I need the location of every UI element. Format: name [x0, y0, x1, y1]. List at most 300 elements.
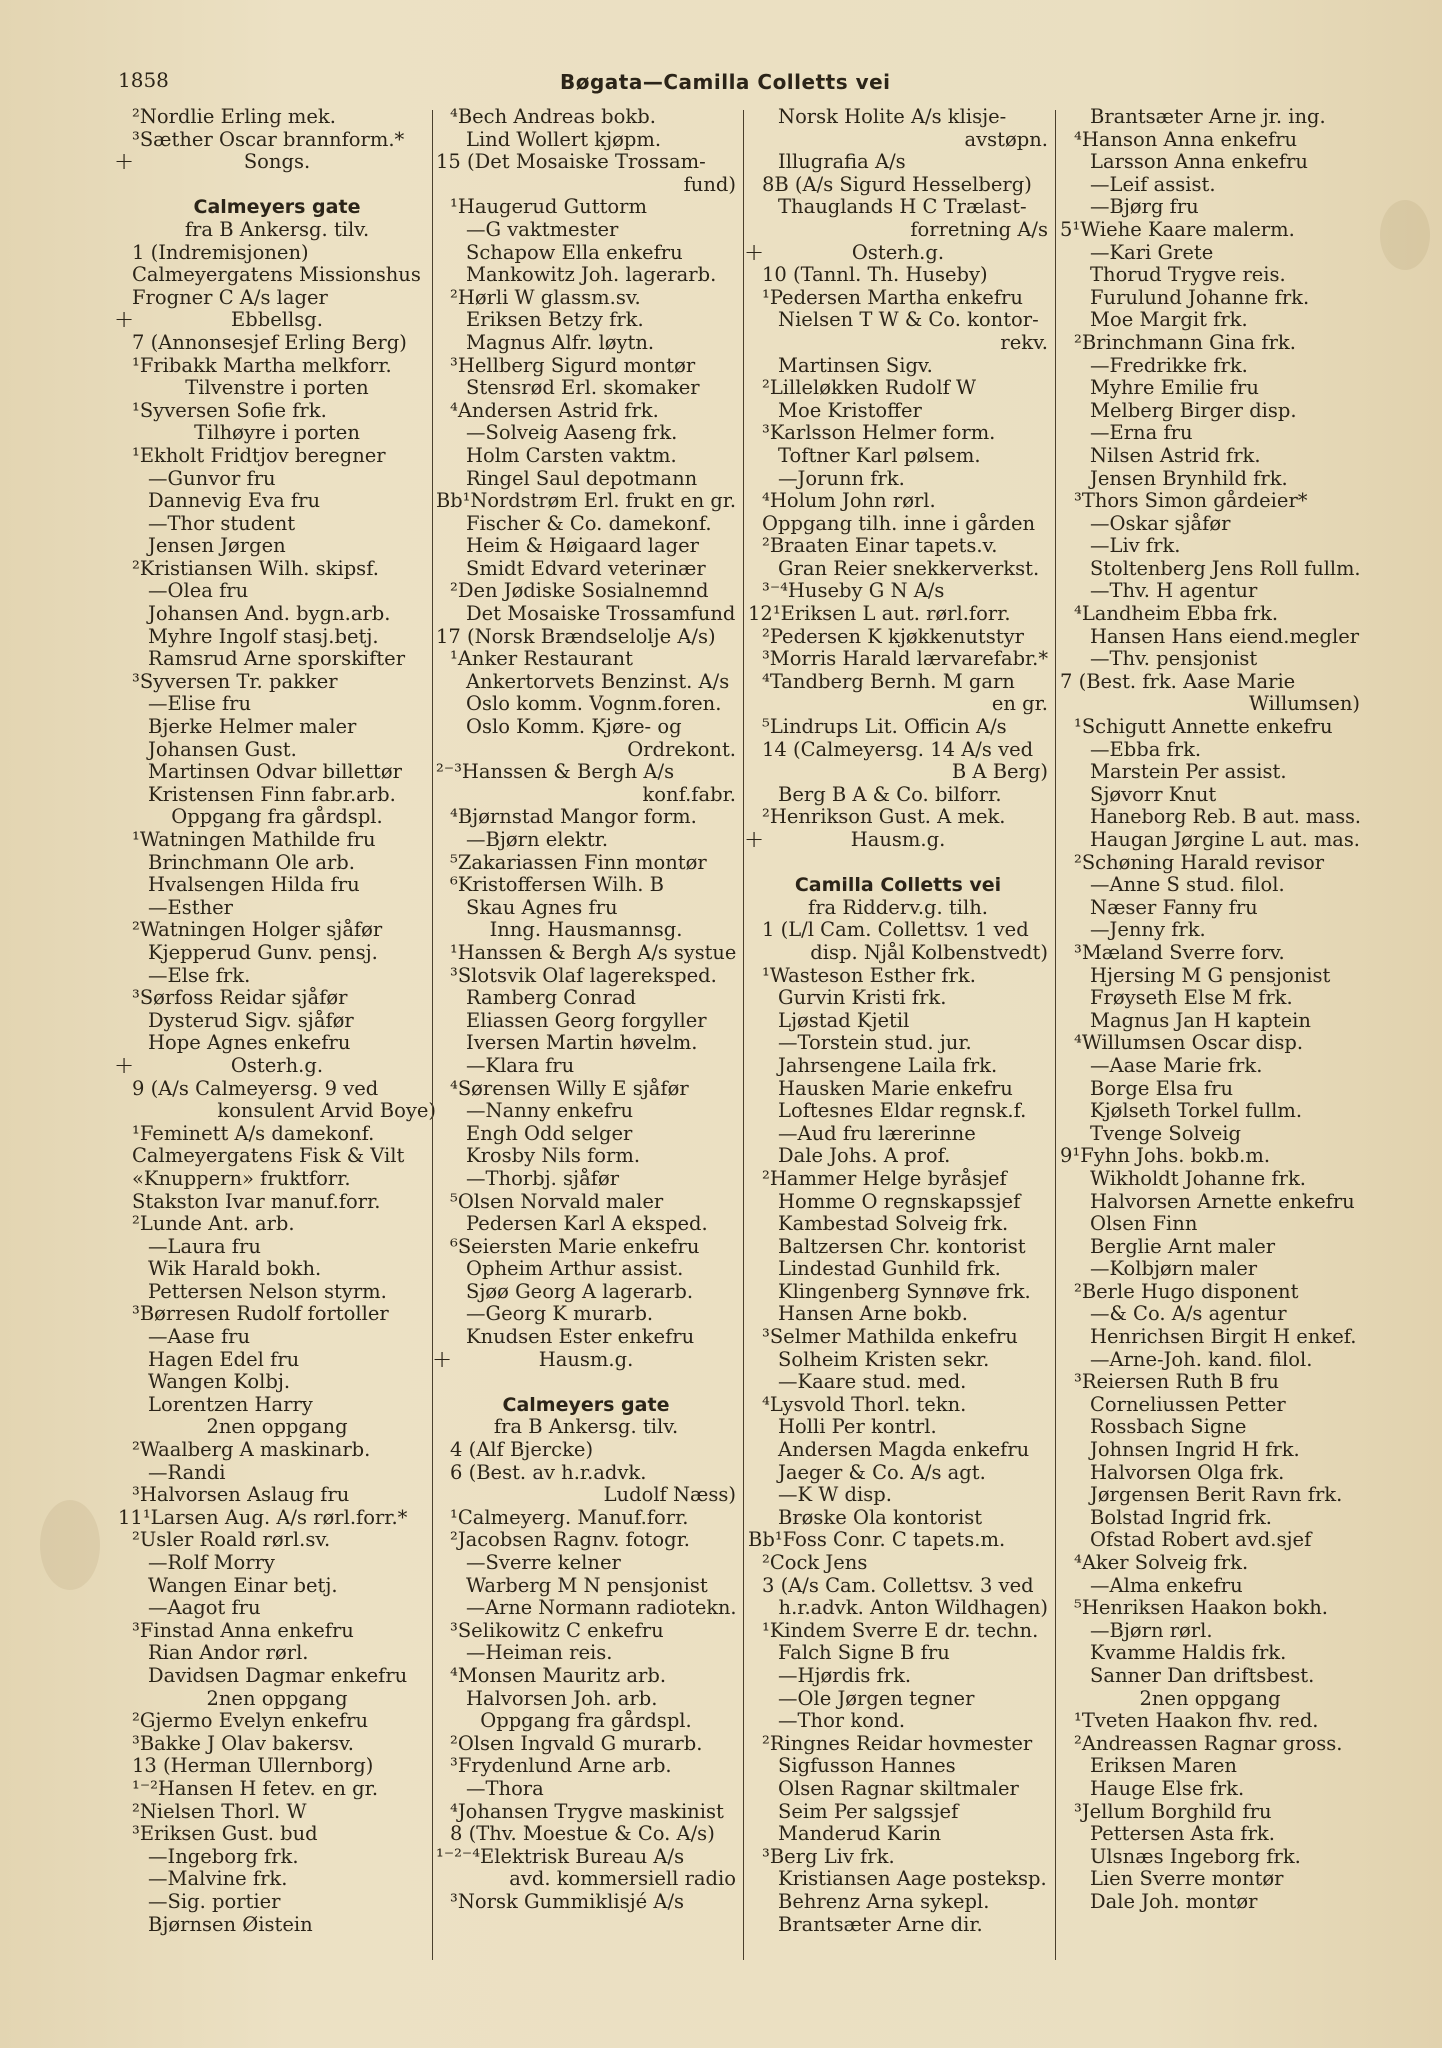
- entry-text: Myhre Emilie fru: [1090, 376, 1259, 400]
- directory-entry: [1060, 1191, 1360, 1214]
- directory-entry: [748, 626, 1048, 649]
- directory-entry: [748, 1597, 1048, 1620]
- directory-entry: [748, 1303, 1048, 1326]
- directory-entry: [436, 693, 736, 716]
- entry-text: ²Berle Hugo disponent: [1074, 1279, 1299, 1303]
- directory-entry: [1060, 693, 1360, 716]
- entry-text: ²Brinchmann Gina frk.: [1074, 330, 1296, 354]
- street-heading: [748, 874, 1048, 897]
- entry-text: Tilvenstre i porten: [185, 376, 369, 400]
- directory-entry: [1060, 219, 1360, 242]
- directory-entry: [118, 468, 436, 491]
- directory-entry: [1060, 829, 1360, 852]
- directory-entry: [436, 1258, 736, 1281]
- directory-entry: [748, 490, 1048, 513]
- directory-entry: [1060, 558, 1360, 581]
- cross-street-marker-icon: +: [432, 1344, 453, 1373]
- directory-entry: [118, 829, 436, 852]
- directory-entry: [118, 1191, 436, 1214]
- cross-street-marker-icon: +: [744, 237, 765, 266]
- entry-text: Gran Reier snekkerverkst.: [778, 556, 1040, 580]
- entry-text: Ludolf Næss): [603, 1483, 736, 1507]
- directory-entry: [748, 1145, 1048, 1168]
- directory-entry: [436, 355, 736, 378]
- entry-text: Fischer & Co. damekonf.: [466, 511, 712, 535]
- entry-text: —Georg K murarb.: [466, 1302, 654, 1326]
- directory-entry: [748, 1100, 1048, 1123]
- entry-text: Hjersing M G pensjonist: [1090, 963, 1331, 987]
- directory-entry: [436, 106, 736, 129]
- directory-entry: [748, 1281, 1048, 1304]
- directory-entry: [118, 355, 436, 378]
- column-divider: [743, 110, 744, 1960]
- entry-text: ³Jellum Borghild fru: [1074, 1799, 1272, 1823]
- directory-entry: [1060, 242, 1360, 265]
- directory-entry: [118, 1642, 436, 1665]
- entry-text: ²Waalberg A maskinarb.: [132, 1438, 371, 1462]
- directory-entry: [118, 1710, 436, 1733]
- directory-entry: [436, 558, 736, 581]
- directory-entry: [1060, 1575, 1360, 1598]
- directory-entry: [436, 219, 736, 242]
- directory-entry: [748, 1123, 1048, 1146]
- directory-entry: [436, 942, 736, 965]
- directory-entry: [118, 1529, 436, 1552]
- directory-entry: [118, 490, 436, 513]
- directory-entry: [118, 1326, 436, 1349]
- directory-entry: [436, 1575, 736, 1598]
- directory-entry: [1060, 1371, 1360, 1394]
- entry-text: ³Børresen Rudolf fortoller: [132, 1302, 389, 1326]
- entry-text: Kristiansen Aage posteksp.: [778, 1867, 1047, 1891]
- entry-text: —Ingeborg frk.: [148, 1844, 299, 1868]
- entry-text: Norsk Holite A/s klisje-: [778, 105, 1007, 128]
- directory-entry: [436, 739, 736, 762]
- directory-entry: [436, 1778, 736, 1801]
- entry-text: 14 (Calmeyersg. 14 A/s ved: [762, 737, 1034, 761]
- entry-text: —Aud fru lærerinne: [778, 1121, 976, 1145]
- directory-entry: [1060, 355, 1360, 378]
- entry-text: ¹Fribakk Martha melkforr.: [132, 353, 392, 377]
- directory-entry: [1060, 1168, 1360, 1191]
- directory-entry: [1060, 1010, 1360, 1033]
- entry-text: —Anne S stud. filol.: [1090, 873, 1285, 897]
- entry-text: Skau Agnes fru: [466, 895, 618, 919]
- directory-entry: [118, 1258, 436, 1281]
- entry-text: Homme O regnskapssjef: [778, 1189, 1021, 1213]
- entry-text: Marstein Per assist.: [1090, 760, 1287, 784]
- directory-entry: [748, 1891, 1048, 1914]
- entry-text: —Solveig Aaseng frk.: [466, 421, 678, 445]
- directory-entry: [436, 242, 736, 265]
- directory-entry: [748, 1688, 1048, 1711]
- entry-text: —Bjørn rørl.: [1090, 1618, 1213, 1642]
- entry-text: ²Schøning Harald revisor: [1074, 850, 1325, 874]
- directory-entry: [436, 1055, 736, 1078]
- entry-text: 15 (Det Mosaiske Trossam-: [436, 150, 706, 174]
- entry-text: —Laura fru: [148, 1234, 261, 1258]
- directory-entry: [436, 1326, 736, 1349]
- directory-entry: [748, 1462, 1048, 1485]
- entry-text: ⁶Kristoffersen Wilh. B: [450, 873, 665, 897]
- entry-text: —Fredrikke frk.: [1090, 353, 1248, 377]
- entry-text: —Thv. pensjonist: [1090, 647, 1258, 671]
- directory-entry: [436, 1529, 736, 1552]
- directory-entry: [436, 1755, 736, 1778]
- entry-text: Nilsen Astrid frk.: [1090, 443, 1261, 467]
- directory-entry: [118, 558, 436, 581]
- directory-entry: [748, 219, 1048, 242]
- entry-text: Kambestad Solveig frk.: [778, 1212, 1009, 1236]
- directory-entry: [118, 580, 436, 603]
- entry-text: Dysterud Sigv. sjåfør: [148, 1008, 354, 1032]
- entry-text: —Esther: [148, 895, 233, 919]
- directory-entry: [436, 422, 736, 445]
- directory-entry: [118, 1846, 436, 1869]
- entry-text: ³Slotsvik Olaf lagereksped.: [450, 963, 717, 987]
- directory-entry: [436, 1213, 736, 1236]
- directory-entry: [118, 1032, 436, 1055]
- directory-entry: [436, 1078, 736, 1101]
- entry-text: Knudsen Ester enkefru: [466, 1325, 695, 1349]
- entry-text: ¹Hanssen & Bergh A/s systue: [450, 940, 737, 964]
- entry-text: ²Jacobsen Ragnv. fotogr.: [450, 1528, 690, 1552]
- directory-entry: [118, 761, 436, 784]
- entry-text: Eriksen Maren: [1090, 1754, 1237, 1778]
- entry-text: Osterh.g.: [230, 1053, 324, 1077]
- entry-text: Eliassen Georg forgyller: [466, 1008, 707, 1032]
- entry-text: ³Sørfoss Reidar sjåfør: [132, 986, 348, 1010]
- entry-text: Olsen Ragnar skiltmaler: [778, 1776, 1019, 1800]
- entry-text: Solheim Kristen sekr.: [778, 1347, 990, 1371]
- entry-text: Brinchmann Ole arb.: [148, 850, 355, 874]
- column-divider: [432, 110, 433, 1960]
- directory-entry: [748, 151, 1048, 174]
- entry-text: 17 (Norsk Brændselolje A/s): [436, 624, 716, 648]
- directory-entry: [118, 1416, 436, 1439]
- entry-text: ⁴Sørensen Willy E sjåfør: [450, 1076, 689, 1100]
- entry-text: ³Selmer Mathilda enkefru: [762, 1325, 1018, 1349]
- entry-text: Johansen And. bygn.arb.: [148, 602, 391, 626]
- entry-text: —Sverre kelner: [466, 1551, 621, 1574]
- entry-text: fra B Ankersg. tilv.: [493, 1415, 679, 1439]
- directory-entry: [436, 1823, 736, 1846]
- entry-text: Haugan Jørgine L aut. mas.: [1090, 828, 1360, 851]
- entry-text: Bjerke Helmer maler: [148, 715, 357, 739]
- directory-entry: [748, 513, 1048, 536]
- entry-text: Brøske Ola kontorist: [778, 1505, 983, 1529]
- directory-entry: [748, 1733, 1048, 1756]
- entry-text: Dale Johs. A prof.: [778, 1144, 951, 1168]
- entry-text: Oslo komm. Vognm.foren.: [466, 692, 722, 716]
- directory-entry: [432, 1344, 736, 1373]
- entry-text: —Nanny enkefru: [466, 1099, 634, 1123]
- entry-text: Warberg M N pensjonist: [466, 1573, 708, 1597]
- directory-entry: [118, 1868, 436, 1891]
- entry-text: —Thor kond.: [778, 1709, 906, 1733]
- entry-text: Bjørnsen Øistein: [148, 1912, 313, 1936]
- entry-text: —G vaktmester: [466, 217, 619, 241]
- entry-text: ⁴Bjørnstad Mangor form.: [450, 805, 697, 829]
- directory-entry: [118, 129, 436, 152]
- directory-entry: [1060, 1597, 1360, 1620]
- entry-text: ¹Schigutt Annette enkefru: [1074, 715, 1333, 739]
- directory-entry: [748, 1778, 1048, 1801]
- directory-entry: [748, 1055, 1048, 1078]
- entry-text: Bolstad Ingrid frk.: [1090, 1505, 1272, 1529]
- directory-entry: [436, 174, 736, 197]
- entry-text: Haneborg Reb. B aut. mass.: [1090, 805, 1361, 829]
- entry-text: Falch Signe B fru: [778, 1641, 950, 1665]
- directory-entry: [118, 648, 436, 671]
- entry-text: Manderud Karin: [778, 1822, 942, 1846]
- directory-entry: [1060, 1213, 1360, 1236]
- entry-text: Hauge Else frk.: [1090, 1776, 1245, 1800]
- entry-text: 2nen oppgang: [1139, 1686, 1281, 1710]
- directory-entry: [118, 1484, 436, 1507]
- entry-text: Hansen Arne bokb.: [778, 1302, 968, 1326]
- entry-text: ¹Watningen Mathilde fru: [132, 828, 376, 851]
- directory-entry: [748, 1213, 1048, 1236]
- directory-entry: [118, 1665, 436, 1688]
- entry-text: ¹Wasteson Esther frk.: [762, 963, 976, 987]
- directory-entry: [748, 739, 1048, 762]
- street-name: Calmeyers gate: [502, 1393, 670, 1416]
- entry-text: Hausken Marie enkefru: [778, 1076, 1013, 1100]
- directory-entry: [118, 942, 436, 965]
- entry-text: Lind Wollert kjøpm.: [466, 127, 662, 151]
- directory-entry: [436, 897, 736, 920]
- entry-text: Kristensen Finn fabr.arb.: [148, 782, 396, 806]
- directory-entry: [436, 264, 736, 287]
- directory-entry: [118, 1078, 436, 1101]
- directory-entry: [1060, 264, 1360, 287]
- directory-entry: [436, 1688, 736, 1711]
- entry-text: ³Mæland Sverre forv.: [1074, 940, 1285, 964]
- entry-text: konsulent Arvid Boye): [217, 1099, 436, 1123]
- directory-entry: [118, 1733, 436, 1756]
- entry-text: ²Gjermo Evelyn enkefru: [132, 1709, 369, 1733]
- directory-entry: [1060, 1236, 1360, 1259]
- entry-text: —Aagot fru: [148, 1596, 261, 1620]
- entry-text: avstøpn.: [964, 127, 1048, 151]
- entry-text: h.r.advk. Anton Wildhagen): [778, 1596, 1048, 1620]
- entry-text: Ringel Saul depotmann: [466, 466, 698, 490]
- entry-text: Næser Fanny fru: [1090, 895, 1258, 919]
- entry-text: Sjøvorr Knut: [1090, 782, 1217, 806]
- directory-entry: [1060, 1778, 1360, 1801]
- directory-column-2: [432, 105, 737, 1914]
- entry-text: Illugrafia A/s: [778, 150, 906, 174]
- directory-entry: [1060, 106, 1360, 129]
- directory-entry: [1060, 1439, 1360, 1462]
- entry-text: —Erna fru: [1090, 421, 1193, 445]
- entry-text: 5¹Wiehe Kaare malerm.: [1060, 217, 1295, 241]
- entry-text: —Kari Grete: [1090, 240, 1214, 264]
- entry-text: —Sig. portier: [148, 1889, 281, 1913]
- directory-entry: [1060, 1529, 1360, 1552]
- entry-text: 7 (Annonsesjef Erling Berg): [132, 330, 407, 354]
- entry-text: —Alma enkefru: [1090, 1573, 1243, 1597]
- entry-text: —Oskar sjåfør: [1090, 511, 1231, 535]
- directory-entry: [748, 919, 1048, 942]
- directory-entry: [436, 1552, 736, 1575]
- directory-entry: [748, 942, 1048, 965]
- directory-entry: [118, 1168, 436, 1191]
- entry-text: ²Watningen Holger sjåfør: [132, 918, 383, 942]
- entry-text: ⁴Aker Solveig frk.: [1074, 1551, 1249, 1574]
- entry-text: ³Norsk Gummiklisjé A/s: [450, 1889, 685, 1913]
- directory-entry: [1060, 580, 1360, 603]
- entry-text: Brantsæter Arne dir.: [778, 1912, 983, 1936]
- directory-entry: [436, 1868, 736, 1891]
- directory-entry: [1060, 1303, 1360, 1326]
- directory-entry: [748, 1914, 1048, 1937]
- directory-entry: [1060, 1710, 1360, 1733]
- entry-text: —Hjørdis frk.: [778, 1663, 912, 1687]
- directory-entry: [748, 1439, 1048, 1462]
- directory-entry: [748, 1642, 1048, 1665]
- directory-entry: [1060, 422, 1360, 445]
- directory-entry: [1060, 196, 1360, 219]
- directory-entry: [748, 400, 1048, 423]
- directory-entry: [118, 1349, 436, 1372]
- directory-entry: [436, 535, 736, 558]
- entry-text: —Heiman reis.: [466, 1641, 613, 1665]
- cross-street-marker-icon: +: [114, 1050, 135, 1079]
- directory-entry: [1060, 1801, 1360, 1824]
- entry-text: Thorud Trygve reis.: [1090, 263, 1286, 287]
- directory-entry: [1060, 468, 1360, 491]
- directory-entry: [1060, 897, 1360, 920]
- directory-entry: [748, 1665, 1048, 1688]
- directory-entry: [118, 1462, 436, 1485]
- entry-text: —Kaare stud. med.: [778, 1370, 967, 1394]
- entry-text: ⁶Seiersten Marie enkefru: [450, 1234, 700, 1258]
- directory-entry: [436, 784, 736, 807]
- entry-text: Eriksen Betzy frk.: [466, 308, 644, 332]
- entry-text: Ankertorvets Benzinst. A/s: [466, 669, 730, 693]
- entry-text: —Olea fru: [148, 579, 249, 603]
- directory-entry: [436, 852, 736, 875]
- directory-entry: [1060, 1078, 1360, 1101]
- entry-text: 12¹Eriksen L aut. rørl.forr.: [748, 602, 1011, 626]
- entry-text: konf.fabr.: [642, 782, 736, 806]
- entry-text: Larsson Anna enkefru: [1090, 150, 1308, 174]
- entry-text: Hausm.g.: [538, 1347, 634, 1371]
- entry-text: Krosby Nils form.: [466, 1144, 641, 1168]
- directory-entry: [748, 603, 1048, 626]
- entry-text: Gurvin Kristi frk.: [778, 986, 947, 1010]
- entry-text: —Thorbj. sjåfør: [466, 1166, 620, 1190]
- entry-text: ²Usler Roald rørl.sv.: [132, 1528, 331, 1552]
- directory-entry: [1060, 716, 1360, 739]
- directory-entry: [748, 1507, 1048, 1530]
- entry-text: Opheim Arthur assist.: [466, 1257, 684, 1281]
- spacer: [118, 174, 436, 197]
- directory-entry: [118, 1213, 436, 1236]
- directory-entry: [1060, 1823, 1360, 1846]
- directory-entry: [1060, 1620, 1360, 1643]
- directory-entry: [118, 784, 436, 807]
- entry-text: —Elise fru: [148, 692, 252, 716]
- directory-entry: [436, 1710, 736, 1733]
- entry-text: 2nen oppgang: [206, 1415, 348, 1439]
- directory-entry: [748, 1529, 1048, 1552]
- entry-text: Calmeyergatens Missionshus: [132, 263, 421, 287]
- directory-entry: [118, 1755, 436, 1778]
- entry-text: rekv.: [1000, 330, 1048, 354]
- entry-text: —Arne Normann radiotekn.: [466, 1596, 737, 1620]
- entry-text: ³Reiersen Ruth B fru: [1074, 1370, 1279, 1394]
- entry-text: ³Syversen Tr. pakker: [132, 669, 338, 693]
- directory-entry: [1060, 1258, 1360, 1281]
- directory-entry: [436, 829, 736, 852]
- directory-entry: [118, 513, 436, 536]
- entry-text: Frogner C A/s lager: [132, 285, 328, 309]
- paper-stain: [1380, 200, 1430, 270]
- directory-entry: [436, 377, 736, 400]
- directory-entry: [118, 987, 436, 1010]
- directory-entry: [748, 264, 1048, 287]
- street-heading: [118, 196, 436, 219]
- directory-entry: [118, 897, 436, 920]
- spacer: [436, 1371, 736, 1394]
- directory-entry: [118, 535, 436, 558]
- directory-entry: [748, 1846, 1048, 1869]
- directory-entry: [748, 355, 1048, 378]
- entry-text: ¹Calmeyerg. Manuf.forr.: [450, 1505, 689, 1529]
- directory-entry: [1060, 1394, 1360, 1417]
- entry-text: Martinsen Sigv.: [778, 353, 933, 377]
- directory-entry: [1060, 287, 1360, 310]
- directory-entry: [1060, 129, 1360, 152]
- directory-entry: [436, 1416, 736, 1439]
- directory-entry: [1060, 603, 1360, 626]
- directory-entry: [748, 377, 1048, 400]
- directory-entry: [1060, 1416, 1360, 1439]
- directory-entry: [118, 965, 436, 988]
- directory-entry: [118, 1303, 436, 1326]
- entry-text: Hvalsengen Hilda fru: [148, 873, 360, 897]
- entry-text: Martinsen Odvar billettør: [148, 760, 402, 784]
- directory-entry: [436, 1665, 736, 1688]
- street-heading: [436, 1394, 736, 1417]
- entry-text: Ramsrud Arne sporskifter: [148, 647, 406, 671]
- entry-text: Pedersen Karl A eksped.: [466, 1212, 708, 1236]
- directory-entry: [1060, 1462, 1360, 1485]
- column-divider: [1055, 110, 1056, 1960]
- directory-entry: [1060, 1032, 1360, 1055]
- entry-text: 4 (Alf Bjercke): [450, 1438, 594, 1462]
- directory-entry: [1060, 332, 1360, 355]
- directory-entry: [1060, 1665, 1360, 1688]
- entry-text: —Thor student: [148, 511, 296, 535]
- directory-entry: [748, 580, 1048, 603]
- entry-text: ⁵Lindrups Lit. Officin A/s: [762, 715, 1007, 739]
- directory-column-3: [744, 105, 1049, 1936]
- directory-entry: [118, 242, 436, 265]
- entry-text: ²Hørli W glassm.sv.: [450, 285, 641, 309]
- directory-entry: [118, 1778, 436, 1801]
- entry-text: Ebbellsg.: [231, 308, 323, 332]
- entry-text: —K W disp.: [778, 1483, 892, 1507]
- entry-text: ²Lunde Ant. arb.: [132, 1212, 295, 1236]
- page-number: 1858: [118, 68, 169, 92]
- directory-entry: [748, 648, 1048, 671]
- directory-entry: [748, 965, 1048, 988]
- directory-entry: [436, 919, 736, 942]
